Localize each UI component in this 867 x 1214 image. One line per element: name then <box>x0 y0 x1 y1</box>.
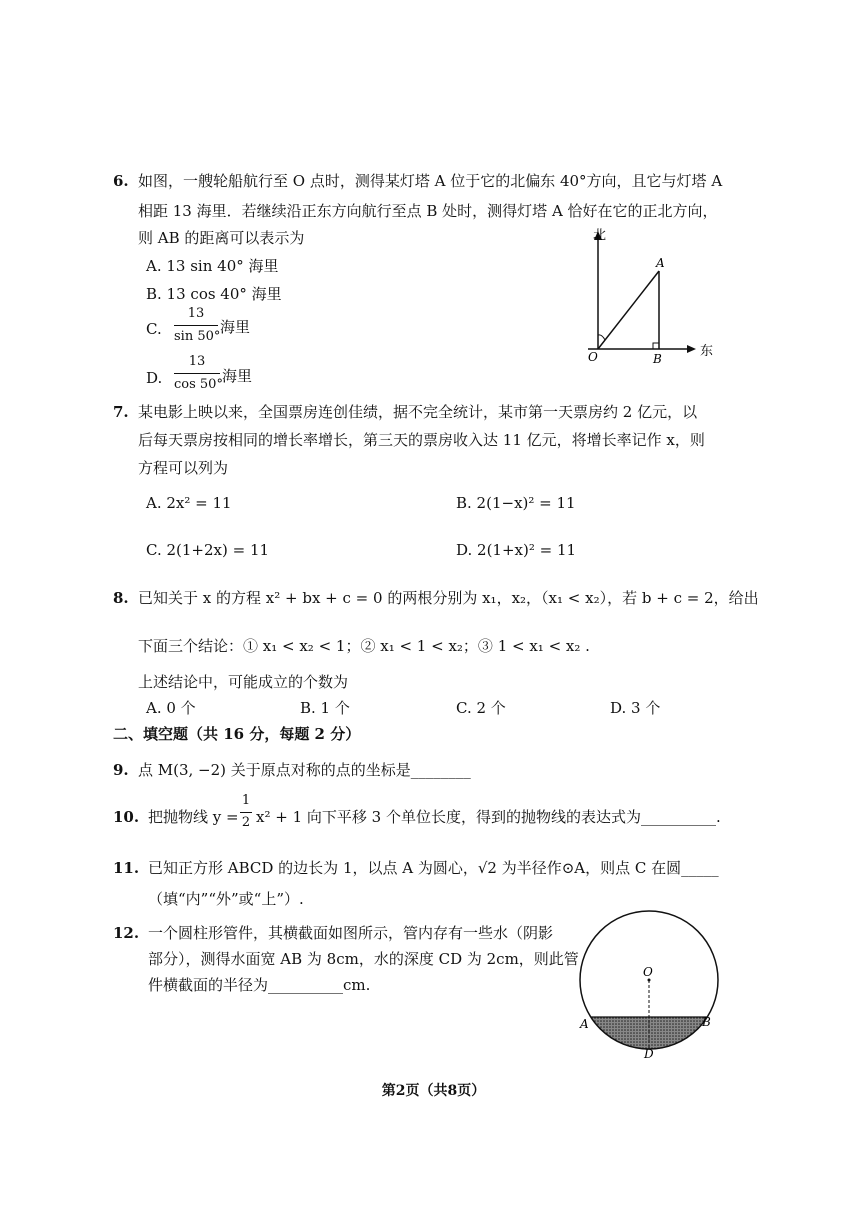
q7-option-a: A. 2x² = 11 <box>146 494 232 512</box>
q10-fraction-numerator: 1 <box>241 793 251 808</box>
q8-line-2: 下面三个结论：① x₁ < x₂ < 1；② x₁ < 1 < x₂；③ 1 < x₁ < x₂ . <box>138 637 590 655</box>
q8-option-d: D. 3 个 <box>610 699 661 717</box>
q8-option-b: B. 1 个 <box>300 699 350 717</box>
q8-option-c: C. 2 个 <box>456 699 506 717</box>
q9-number: 9. <box>113 761 129 779</box>
q8-line-3: 上述结论中，可能成立的个数为 <box>138 673 349 691</box>
right-angle-mark <box>653 343 659 349</box>
q9-text: 点 M(3, −2) 关于原点对称的点的坐标是________ <box>138 761 471 779</box>
q10-fraction-bar <box>240 812 252 813</box>
q6-option-d-denominator: cos 50° <box>174 377 223 392</box>
east-arrow-icon <box>687 345 696 353</box>
q6-line-1: 如图，一艘轮船航行至 O 点时，测得某灯塔 A 位于它的北偏东 40°方向，且它与灯塔 A <box>138 172 723 190</box>
q6-option-d-label: D. <box>146 369 163 387</box>
point-o-label: O <box>643 965 653 979</box>
q10-text-before: 把抛物线 y = <box>148 808 239 826</box>
q6-option-c-unit: 海里 <box>220 318 251 336</box>
q11-line-1: 已知正方形 ABCD 的边长为 1，以点 A 为圆心，√2 为半径作⊙A，则点 C 在圆_____ <box>148 859 719 877</box>
q7-line-1: 某电影上映以来，全国票房连创佳绩，据不完全统计，某市第一天票房约 2 亿元，以 <box>138 403 698 421</box>
point-a-label: A <box>656 256 665 270</box>
q6-option-c-denominator: sin 50° <box>174 329 221 344</box>
point-o-label: O <box>588 350 598 364</box>
q7-line-2: 后每天票房按相同的增长率增长，第三天的票房收入达 11 亿元，将增长率记作 x，则 <box>138 431 705 449</box>
q6-option-d-fraction-bar <box>174 373 220 374</box>
q12-number: 12. <box>113 924 140 942</box>
q8-line-1: 已知关于 x 的方程 x² + bx + c = 0 的两根分别为 x₁，x₂，（x₁ < x₂），若 b + c = 2，给出 <box>138 589 759 607</box>
q12-line-2: 部分），测得水面宽 AB 为 8cm，水的深度 CD 为 2cm，则此管 <box>148 950 579 968</box>
segment-oa <box>598 271 659 349</box>
point-d-label: D <box>644 1047 654 1061</box>
q6-figure <box>580 225 720 375</box>
q7-line-3: 方程可以列为 <box>138 459 229 477</box>
q6-number: 6. <box>113 172 129 190</box>
q6-option-b: B. 13 cos 40° 海里 <box>146 285 282 303</box>
q8-number: 8. <box>113 589 129 607</box>
section-2-heading: 二、填空题（共 16 分，每题 2 分） <box>113 725 361 743</box>
q6-line-2: 相距 13 海里．若继续沿正东方向航行至点 B 处时，测得灯塔 A 恰好在它的正北方向， <box>138 202 718 220</box>
q11-line-2: （填“内”“外”或“上”）. <box>148 890 304 908</box>
q11-number: 11. <box>113 859 140 877</box>
q6-option-c-fraction-bar <box>174 325 218 326</box>
q12-line-1: 一个圆柱形管件，其横截面如图所示，管内存有一些水（阴影 <box>148 924 554 942</box>
q10-text-after: x² + 1 向下平移 3 个单位长度，得到的抛物线的表达式为__________. <box>256 808 721 826</box>
q12-figure <box>570 900 730 1065</box>
q7-option-b: B. 2(1−x)² = 11 <box>456 494 576 512</box>
q6-option-c-label: C. <box>146 320 162 338</box>
q6-option-d-numerator: 13 <box>188 354 206 369</box>
q7-option-c: C. 2(1+2x) = 11 <box>146 541 270 559</box>
east-label: 东 <box>700 344 714 359</box>
q10-fraction-denominator: 2 <box>241 815 251 830</box>
q6-line-3: 则 AB 的距离可以表示为 <box>138 229 305 247</box>
page-footer: 第2页（共8页） <box>381 1083 486 1099</box>
point-b-label: B <box>702 1015 711 1029</box>
q7-number: 7. <box>113 403 129 421</box>
q6-option-a: A. 13 sin 40° 海里 <box>146 257 279 275</box>
q12-line-3: 件横截面的半径为__________cm. <box>148 976 371 994</box>
point-b-label: B <box>653 352 662 366</box>
q8-option-a: A. 0 个 <box>146 699 196 717</box>
q10-number: 10. <box>113 808 140 826</box>
angle-arc <box>598 335 605 340</box>
q6-option-c-numerator: 13 <box>187 306 205 321</box>
q7-option-d: D. 2(1+x)² = 11 <box>456 541 577 559</box>
q6-option-d-unit: 海里 <box>222 367 253 385</box>
north-label: 北 <box>593 228 607 243</box>
point-a-label: A <box>580 1017 589 1031</box>
